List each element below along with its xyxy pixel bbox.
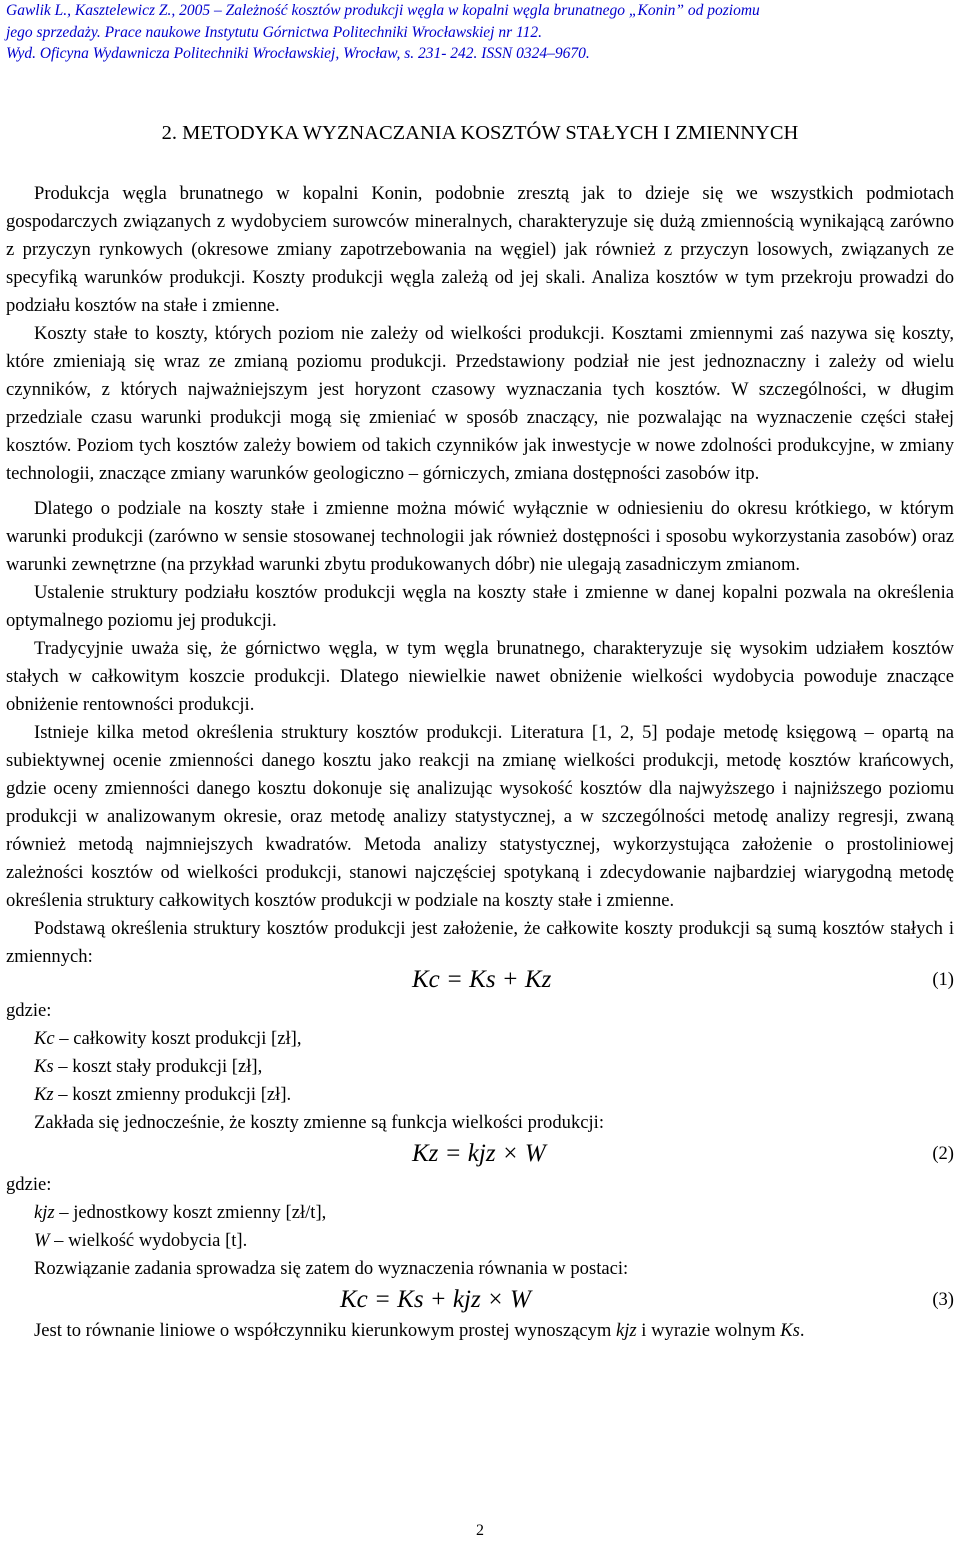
citation-header — [6, 0, 958, 65]
definition-symbol: W — [34, 1230, 50, 1251]
citation-line-2: jego sprzedaży. Prace naukowe Instytutu Górnictwa Politechniki Wrocławskiej nr 112. — [6, 23, 542, 41]
citation-line-1: Gawlik L., Kasztelewicz Z., 2005 – Zależność kosztów produkcji węgla w kopalni węgla brunatnego „Konin” od poziomu — [6, 2, 760, 19]
equation-2 — [6, 1137, 954, 1171]
definition-text: – koszt stały produkcji [zł], — [53, 1056, 263, 1077]
paragraph: Rozwiązanie zadania sprowadza się zatem do wyznaczenia równania w postaci: — [34, 1258, 629, 1279]
paragraph-text: . — [799, 1320, 805, 1341]
definition-text: – wielkość wydobycia [t]. — [49, 1230, 248, 1251]
paragraph: Produkcja węgla brunatnego w kopalni Konin, podobnie zresztą jak to dzieje się we wszystkich podmiotach gospodarczych związanych z wydobyciem surowców mineralnych, charakteryzuje się dużą zmiennością wynikającą zarówno z przyczyn rynkowych (okresowe zmiany zapotrzebowania na węgiel) jak również z przyczyn losowych, związanych ze specyfiką warunków produkcji. Koszty produkcji węgla zależą od jej skali. Analiza kosztów w tym przekroju prowadzi do podziału kosztów na stałe i zmienne. — [6, 183, 954, 316]
definition-item — [6, 1081, 954, 1109]
paragraph: Ustalenie struktury podziału kosztów produkcji węgla na koszty stałe i zmienne w danej kopalni pozwala na określenia optymalnego poziomu jej produkcji. — [6, 582, 954, 631]
paragraph: Istnieje kilka metod określenia struktury kosztów produkcji. Literatura [1, 2, 5] podaje metodę księgową – opartą na subiektywnej ocenie zmienności danego kosztu jako reakcji na zmianę wielkości produkcji, metodę kosztów krańcowych, gdzie oceny zmienności danego kosztu dokonuje się analizując wysokość kosztów dla najwyższego i najniższego poziomu produkcji w analizowanym okresie, oraz metodę analizy statystycznej, a w szczególności metodę analizy regresji, zwaną również metodą najmniejszych kwadratów. Metoda analizy statystycznej, wykorzystująca założenie o prostoliniowej zależności kosztów od wielkości produkcji, stanowi najczęściej spotykaną i zdecydowanie najbardziej wiarygodną metodę określenia struktury całkowitych kosztów produkcji w podziale na koszty stałe i zmienne. — [6, 722, 954, 911]
paragraph-text: Jest to równanie liniowe o współczynniku kierunkowym prostej wynoszącym — [34, 1320, 616, 1341]
definition-item — [6, 1053, 954, 1081]
definition-item — [6, 1227, 954, 1255]
definitions-list-1 — [6, 1025, 954, 1109]
definition-text: – jednostkowy koszt zmienny [zł/t], — [54, 1202, 327, 1223]
equation-number: (3) — [932, 1289, 954, 1310]
paragraph: Dlatego o podziale na koszty stałe i zmienne można mówić wyłącznie w odniesieniu do okresu krótkiego, w którym warunki produkcji (zarówno w sensie stosowanej technologii jak również dostępności i sposobu wykorzystania zasobów) oraz warunki zewnętrzne (na przykład warunki zbytu produkowanych dóbr) nie ulegają zasadniczym zmianom. — [6, 498, 954, 575]
where-label: gdzie: — [6, 1174, 52, 1195]
definition-symbol: Kc — [34, 1028, 55, 1049]
definition-text: – koszt zmienny produkcji [zł]. — [53, 1084, 292, 1105]
definition-text: – całkowity koszt produkcji [zł], — [54, 1028, 302, 1049]
citation-line-3: Wyd. Oficyna Wydawnicza Politechniki Wrocławskiej, Wrocław, s. 231- 242. ISSN 0324–9670. — [6, 45, 590, 62]
where-label: gdzie: — [6, 1000, 52, 1021]
paragraph — [6, 1317, 954, 1345]
equation-number: (1) — [932, 969, 954, 990]
equation-formula: Kc = Ks + Kz — [412, 966, 552, 993]
definition-symbol: Kz — [34, 1084, 54, 1105]
definition-item — [6, 1199, 954, 1227]
paragraph: Koszty stałe to koszty, których poziom nie zależy od wielkości produkcji. Kosztami zmiennymi zaś nazywa się koszty, które zmieniają się wraz ze zmianą poziomu produkcji. Przedstawiony podział nie jest jednoznaczny i zależy od wielu czynników, z których najważniejszym jest horyzont czasowy wyznaczania tych kosztów. W szczególności, w długim przedziale czasu warunki produkcji mogą się zmieniać w sposób znaczący, nie pozwalając na wyznaczenie części stałej kosztów. Poziom tych kosztów zależy bowiem od takich czynników jak inwestycje w nowe zdolności produkcyjne, w zmiany technologii, znaczące zmiany warunków geologiczno – górniczych, zmiana dostępności zasobów itp. — [6, 323, 954, 484]
definition-symbol: Ks — [34, 1056, 54, 1077]
equation-formula: Kc = Ks + kjz × W — [340, 1286, 531, 1313]
paragraph-text: i wyrazie wolnym — [636, 1320, 781, 1341]
definition-symbol: kjz — [34, 1202, 55, 1223]
page-number: 2 — [476, 1522, 484, 1539]
symbol-ks: Ks — [780, 1320, 800, 1341]
equation-3 — [6, 1283, 954, 1317]
definition-item — [6, 1025, 954, 1053]
symbol-kjz: kjz — [615, 1320, 637, 1341]
paragraph: Tradycyjnie uważa się, że górnictwo węgla, w tym węgla brunatnego, charakteryzuje się wysokim udziałem kosztów stałych w całkowitym koszcie produkcji. Dlatego niewielkie nawet obniżenie wielkości wydobycia powoduje znaczące obniżenie rentowności produkcji. — [6, 638, 954, 715]
paragraph: Podstawą określenia struktury kosztów produkcji jest założenie, że całkowite koszty produkcji są sumą kosztów stałych i zmiennych: — [6, 918, 954, 967]
equation-formula: Kz = kjz × W — [412, 1140, 546, 1167]
equation-1 — [6, 963, 954, 997]
section-title: 2. METODYKA WYZNACZANIA KOSZTÓW STAŁYCH I ZMIENNYCH — [161, 122, 799, 144]
equation-number: (2) — [932, 1143, 954, 1164]
paragraph: Zakłada się jednocześnie, że koszty zmienne są funkcja wielkości produkcji: — [34, 1112, 604, 1133]
definitions-list-2 — [6, 1199, 954, 1255]
body-text — [6, 180, 954, 1345]
